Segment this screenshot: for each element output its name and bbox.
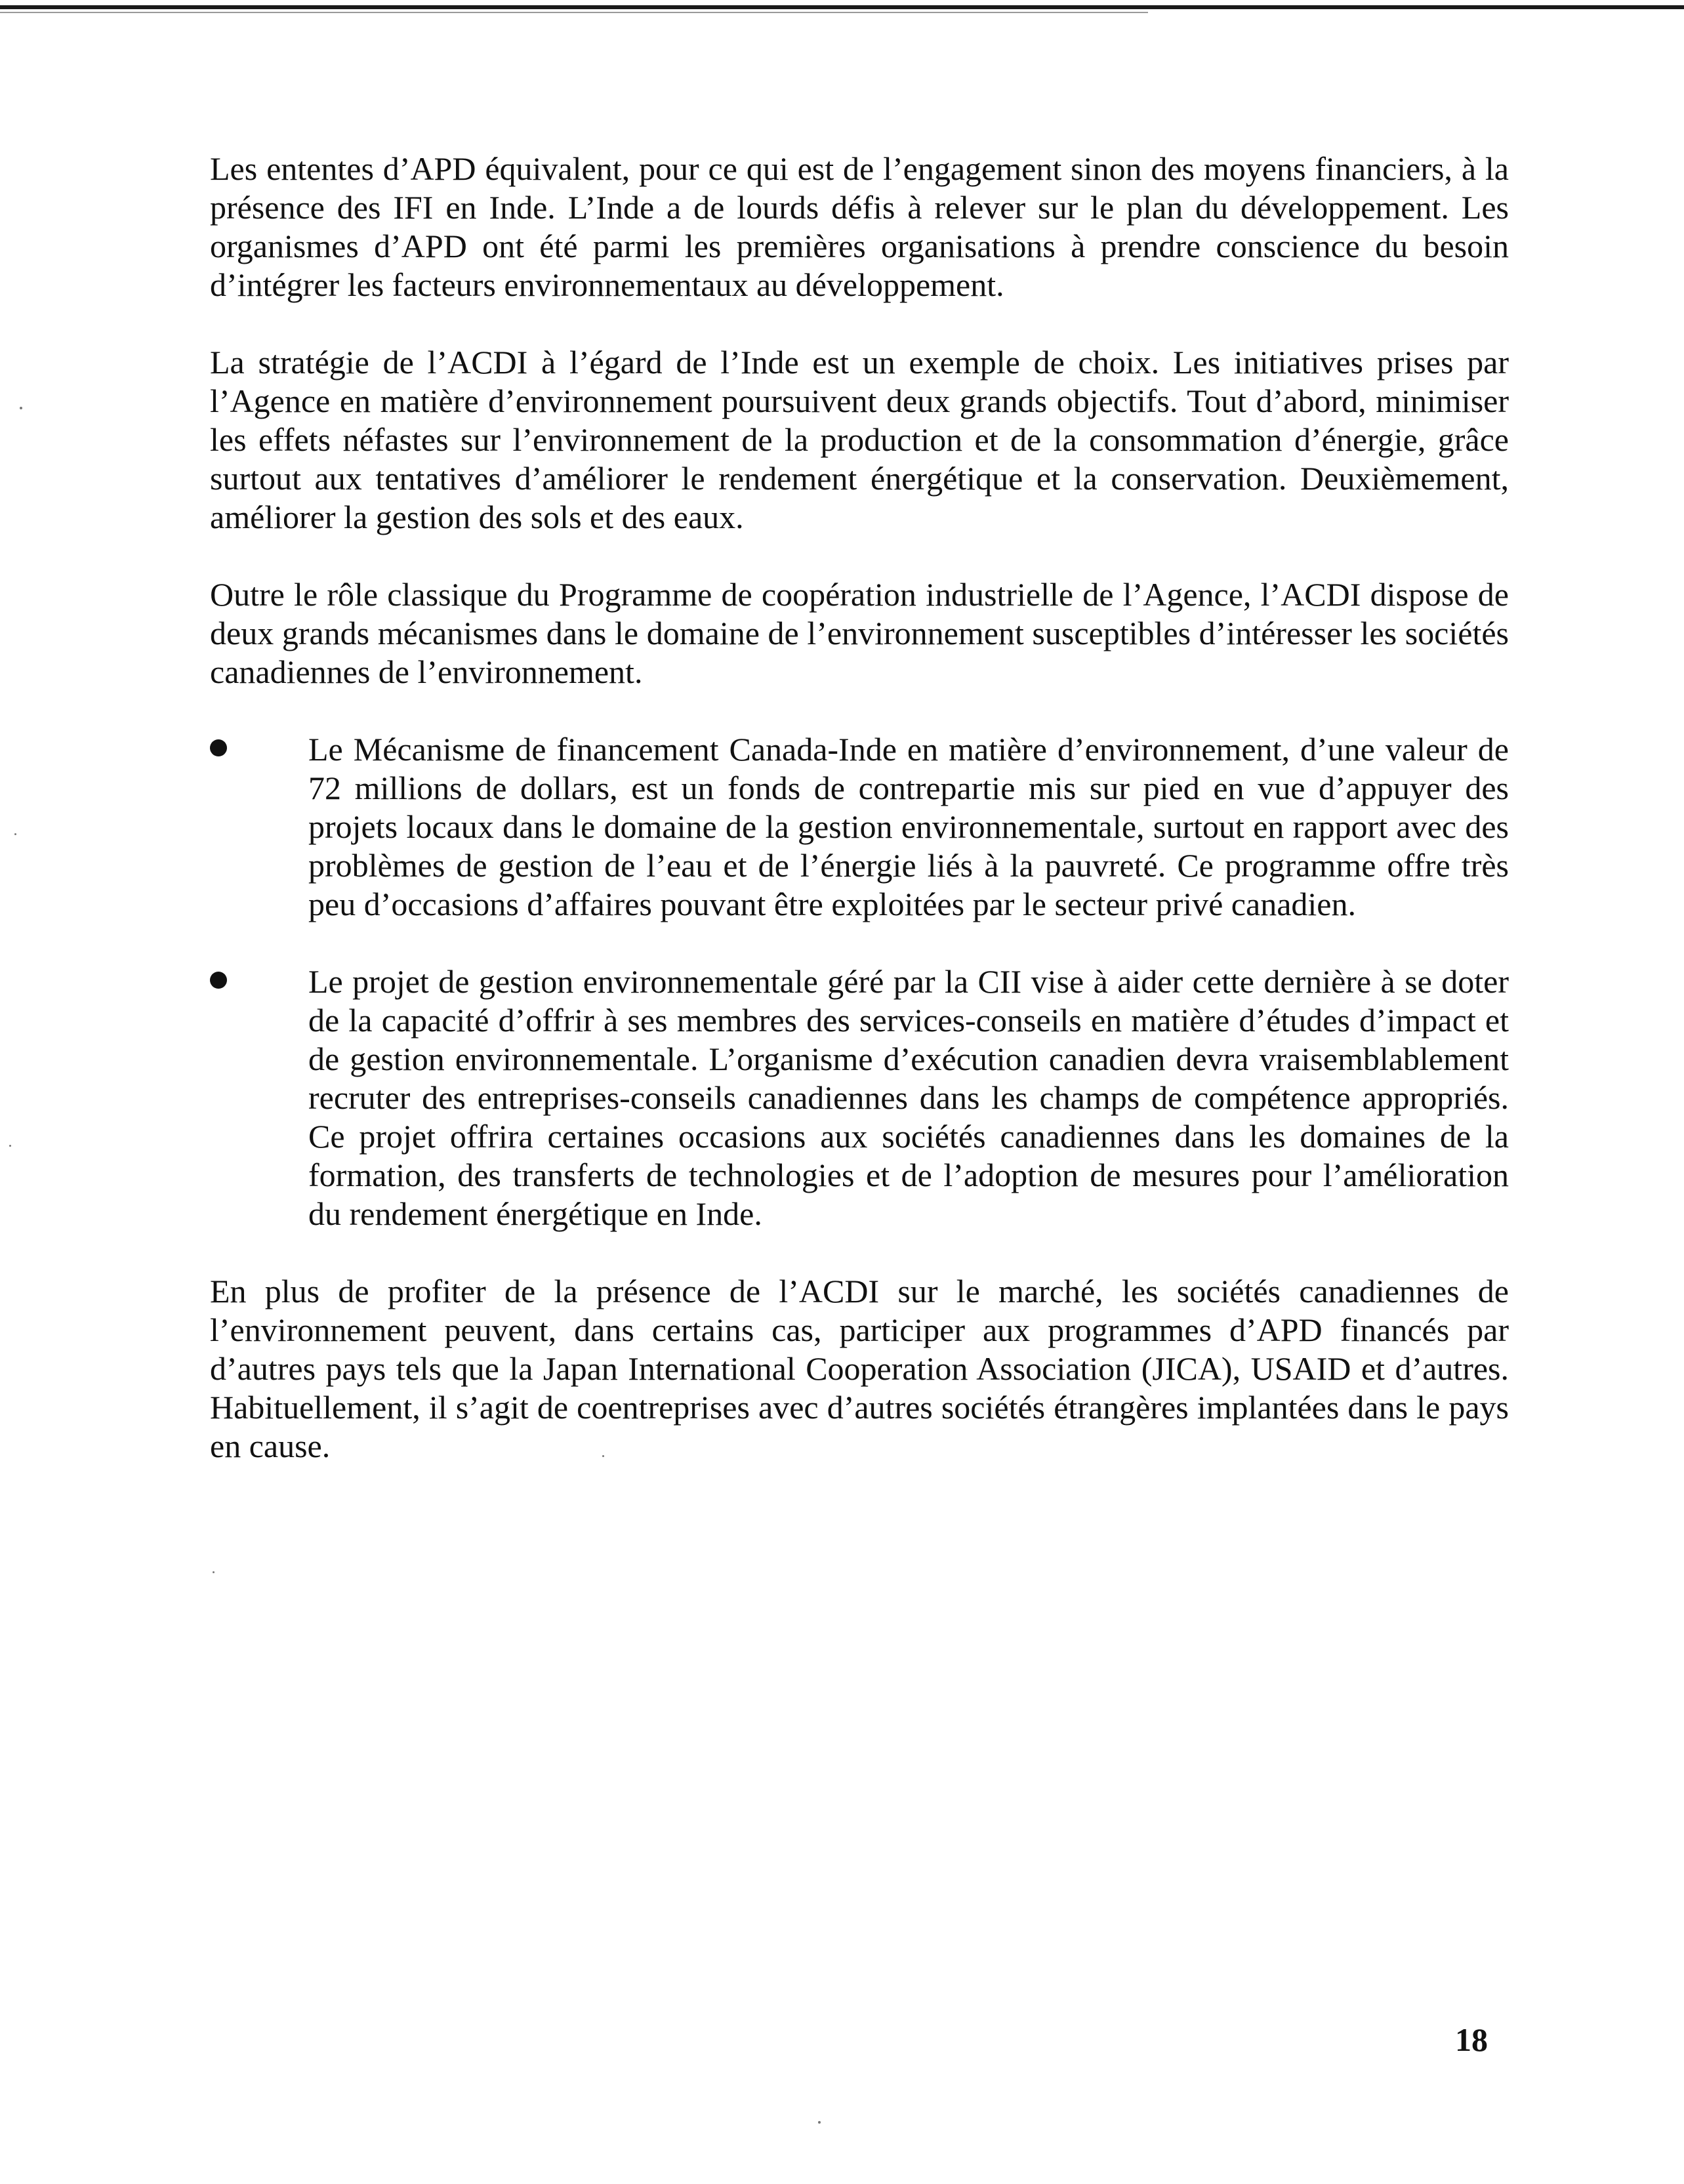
- bullet-icon: [210, 972, 227, 989]
- bullet-text: Le Mécanisme de financement Canada-Inde en matière d’environnement, d’une valeur de 72 millions de dollars, est un fonds de contrepartie mis sur pied en vue d’appuyer des projets locaux dans le domaine de la gestion environnementale, surtout en rapport avec des problèmes de gestion de l’eau et de l’énergie liés à la pauvreté. Ce programme offre très peu d’occasions d’affaires pouvant être exploitées par le secteur privé canadien.: [308, 731, 1509, 922]
- paragraph-acdi-strategy: La stratégie de l’ACDI à l’égard de l’Inde est un exemple de choix. Les initiatives prises par l’Agence en matière d’environnement poursuivent deux grands objectifs. Tout d’abord, minimiser les effets néfastes sur l’environnement de la production et de la consommation d’énergie, grâce surtout aux tentatives d’améliorer le rendement énergétique et la conservation. Deuxièmement, améliorer la gestion des sols et des eaux.: [210, 344, 1509, 535]
- list-item: [210, 730, 1509, 924]
- bullet-icon: [210, 739, 227, 756]
- scan-speck: [818, 2121, 821, 2124]
- bullet-text: Le projet de gestion environnementale géré par la CII vise à aider cette dernière à se doter de la capacité d’offrir à ses membres des services-conseils en matière d’études d’impact et de gestion environnementale. L’organisme d’exécution canadien devra vraisemblablement recruter des entreprises-conseils canadiennes dans les champs de compétence appropriés. Ce projet offrira certaines occasions aux sociétés canadiennes dans les domaines de la formation, des transferts de technologies et de l’adoption de mesures pour l’amélioration du rendement énergétique en Inde.: [308, 963, 1509, 1232]
- page-number: 18: [1455, 2021, 1488, 2058]
- mechanisms-bullet-list: [210, 730, 1509, 1233]
- scan-speck: [213, 1571, 215, 1573]
- top-scan-border: [0, 5, 1684, 9]
- top-scan-border-faint: [0, 12, 1148, 13]
- paragraph-apd-agreements: Les ententes d’APD équivalent, pour ce qui est de l’engagement sinon des moyens financiers, à la présence des IFI en Inde. L’Inde a de lourds défis à relever sur le plan du développement. Les organismes d’APD ont été parmi les premières organisations à prendre conscience du besoin d’intégrer les facteurs environnementaux au développement.: [210, 150, 1509, 303]
- paragraph-other-programs: En plus de profiter de la présence de l’ACDI sur le marché, les sociétés canadiennes de l’environnement peuvent, dans certains cas, participer aux programmes d’APD financés par d’autres pays tels que la Japan International Cooperation Association (JICA), USAID et d’autres. Habituellement, il s’agit de coentreprises avec d’autres sociétés étrangères implantées dans le pays en cause.: [210, 1273, 1509, 1464]
- paragraph-acdi-mechanisms: Outre le rôle classique du Programme de coopération industrielle de l’Agence, l’ACDI dispose de deux grands mécanismes dans le domaine de l’environnement susceptibles d’intéresser les sociétés canadiennes de l’environnement.: [210, 576, 1509, 690]
- list-item: [210, 962, 1509, 1233]
- scan-speck: [9, 1145, 11, 1147]
- document-body: [210, 150, 1509, 1504]
- scan-speck: [20, 407, 22, 409]
- scan-speck: [602, 1455, 604, 1457]
- scan-speck: [14, 833, 16, 835]
